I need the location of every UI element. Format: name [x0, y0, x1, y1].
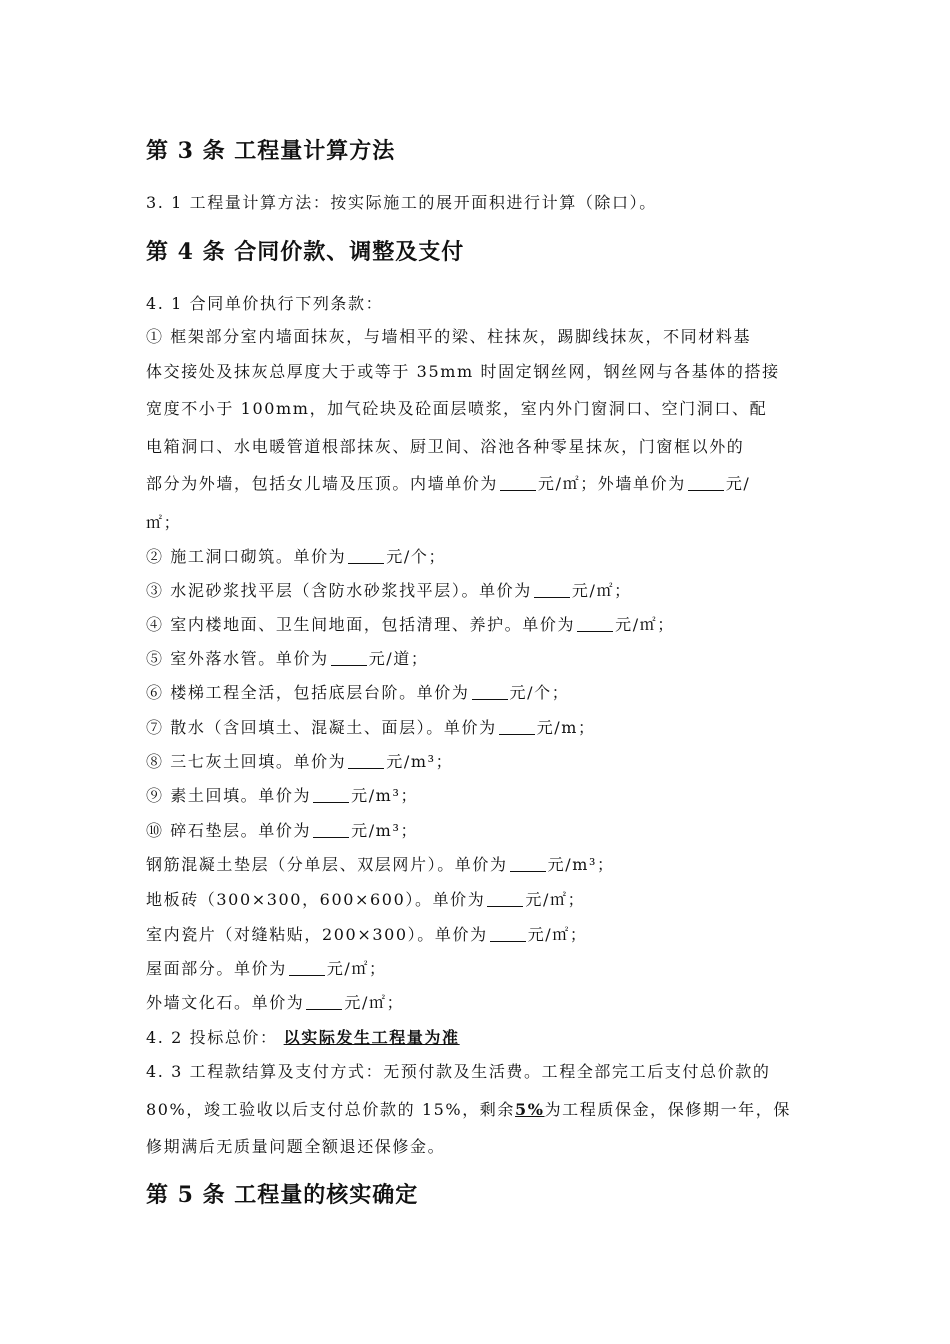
- clause-4-1: 4. 1 合同单价执行下列条款：: [146, 294, 384, 313]
- item-4: ④ 室内楼地面、卫生间地面，包括清理、养护。单价为 元/㎡；: [146, 615, 675, 634]
- clause-4-3-line-2: 80%，竣工验收以后支付总价款的 15%，剩余5%为工程质保金，保修期一年，保: [146, 1100, 791, 1119]
- section-4-heading: 第 4 条 合同价款、调整及支付: [146, 239, 465, 265]
- item-11: 钢筋混凝土垫层（分单层、双层网片）。单价为 元/m³；: [146, 855, 615, 874]
- item-13: 室内瓷片（对缝粘贴，200×300）。单价为 元/㎡；: [146, 925, 588, 944]
- clause-3-1: 3. 1 工程量计算方法：按实际施工的展开面积进行计算（除口）。: [146, 193, 657, 212]
- item-3: ③ 水泥砂浆找平层（含防水砂浆找平层）。单价为 元/㎡；: [146, 581, 632, 600]
- item-1-line-5: 部分为外墙，包括女儿墙及压顶。内墙单价为 元/㎡；外墙单价为 元/: [146, 474, 751, 493]
- item-14: 屋面部分。单价为 元/㎡；: [146, 959, 387, 978]
- item-1-line-1: ① 框架部分室内墙面抹灰，与墙相平的梁、柱抹灰，踢脚线抹灰，不同材料基: [146, 327, 752, 346]
- retention-percent: 5%: [515, 1100, 545, 1119]
- item-2: ② 施工洞口砌筑。单价为 元/个；: [146, 547, 447, 566]
- clause-4-3-line-3: 修期满后无质量问题全额退还保修金。: [146, 1137, 446, 1156]
- clause-4-3-line-1: 4. 3 工程款结算及支付方式：无预付款及生活费。工程全部完工后支付总价款的: [146, 1062, 771, 1081]
- item-12: 地板砖（300×300，600×600）。单价为 元/㎡；: [146, 890, 586, 909]
- item-1-line-3: 宽度不小于 100mm，加气砼块及砼面层喷浆，室内外门窗洞口、空门洞口、配: [146, 399, 768, 418]
- item-15: 外墙文化石。单价为 元/㎡；: [146, 993, 405, 1012]
- item-1-line-6: ㎡；: [146, 513, 182, 532]
- section-3-heading: 第 3 条 工程量计算方法: [146, 138, 396, 164]
- item-6: ⑥ 楼梯工程全活，包括底层台阶。单价为 元/个；: [146, 683, 570, 702]
- item-9: ⑨ 素土回填。单价为 元/m³；: [146, 786, 419, 805]
- clause-4-2: 4. 2 投标总价： 以实际发生工程量为准: [146, 1025, 466, 1048]
- item-10: ⑩ 碎石垫层。单价为 元/m³；: [146, 821, 419, 840]
- total-price-value: 以实际发生工程量为准: [283, 1028, 460, 1047]
- section-5-heading: 第 5 条 工程量的核实确定: [146, 1182, 419, 1208]
- item-5: ⑤ 室外落水管。单价为 元/道；: [146, 649, 429, 668]
- item-7: ⑦ 散水（含回填土、混凝土、面层）。单价为 元/m；: [146, 718, 596, 737]
- item-1-line-4: 电箱洞口、水电暖管道根部抹灰、厨卫间、浴池各种零星抹灰，门窗框以外的: [146, 437, 745, 456]
- item-1-line-2: 体交接处及抹灰总厚度大于或等于 35mm 时固定钢丝网，钢丝网与各基体的搭接: [146, 362, 780, 381]
- item-8: ⑧ 三七灰土回填。单价为 元/m³；: [146, 752, 454, 771]
